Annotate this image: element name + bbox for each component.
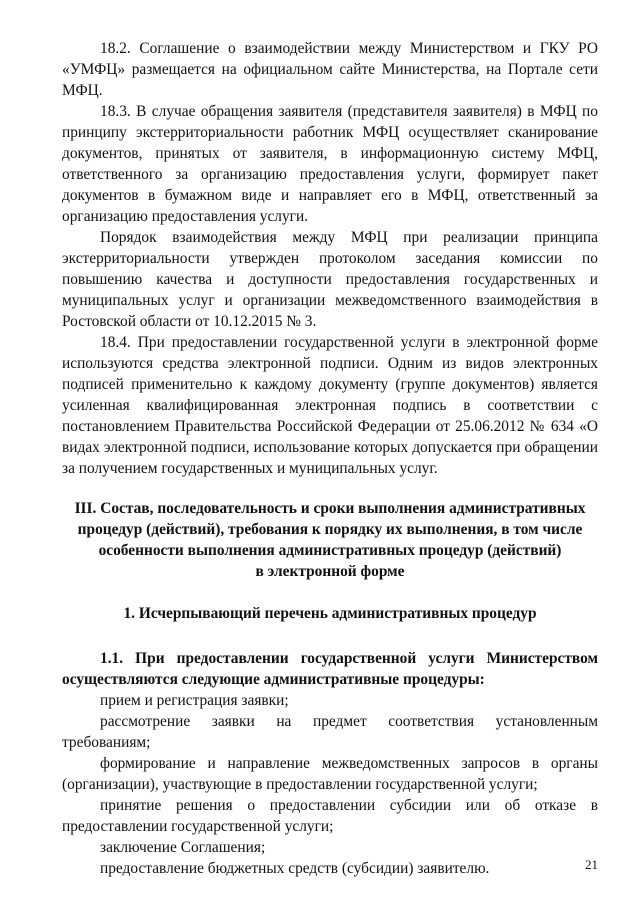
list-item: принятие решения о предоставлении субсидии или об отказе в предоставлении государственной услуги;: [62, 797, 598, 835]
section-heading: [62, 498, 598, 582]
paragraph-18-3: 18.3. В случае обращения заявителя (представителя заявителя) в МФЦ по принципу экстерриториальности работник МФЦ осуществляет сканирование документов, принятых от заявителя, в информационную систему МФЦ, ответственного за организацию предоставления услуги, формирует пакет документов в бумажном виде и направляет его в МФЦ, ответственный за организацию предоставления услуги.: [62, 103, 598, 225]
list-item: прием и регистрация заявки;: [100, 692, 289, 709]
list-item: формирование и направление межведомственных запросов в органы (организации), участвующие в предоставлении государственной услуги;: [62, 755, 598, 793]
paragraph-interaction-order: Порядок взаимодействия между МФЦ при реализации принципа экстерриториальности утвержден протоколом заседания комиссии по повышению качества и доступности предоставления государственных и муниципальных услуг и организации межведомственного взаимодействия в Ростовской области от 10.12.2015 № 3.: [62, 229, 598, 330]
paragraph-1-1: 1.1. При предоставлении государственной услуги Министерством осуществляются следующие административные процедуры:: [62, 650, 598, 688]
list-item: рассмотрение заявки на предмет соответствия установленным требованиям;: [62, 713, 598, 751]
section-heading-line-3: особенности выполнения административных процедур (действий): [98, 542, 562, 559]
paragraph-18-2: 18.2. Соглашение о взаимодействии между Министерством и ГКУ РО «УМФЦ» размещается на официальном сайте Министерства, на Портале сети МФЦ.: [62, 40, 598, 99]
procedures-list: [62, 690, 598, 879]
document-page: [62, 38, 598, 879]
section-heading-line-2: процедур (действий), требования к порядку их выполнения, в том числе: [77, 521, 583, 538]
subheading: 1. Исчерпывающий перечень административных процедур: [123, 605, 537, 622]
section-heading-line-4: в электронной форме: [255, 563, 405, 580]
page-number: 21: [585, 857, 598, 872]
section-heading-line-1: III. Состав, последовательность и сроки выполнения административных: [74, 500, 586, 517]
list-item: предоставление бюджетных средств (субсидии) заявителю.: [100, 860, 490, 877]
paragraph-18-4: 18.4. При предоставлении государственной услуги в электронной форме используются средства электронной подписи. Одним из видов электронных подписей применительно к каждому документу (группе документов) является усиленная квалифицированная электронная подпись в соответствии с постановлением Правительства Российской Федерации от 25.06.2012 № 634 «О видах электронной подписи, использование которых допускается при обращении за получением государственных и муниципальных услуг.: [62, 334, 598, 477]
list-item: заключение Соглашения;: [100, 839, 266, 856]
